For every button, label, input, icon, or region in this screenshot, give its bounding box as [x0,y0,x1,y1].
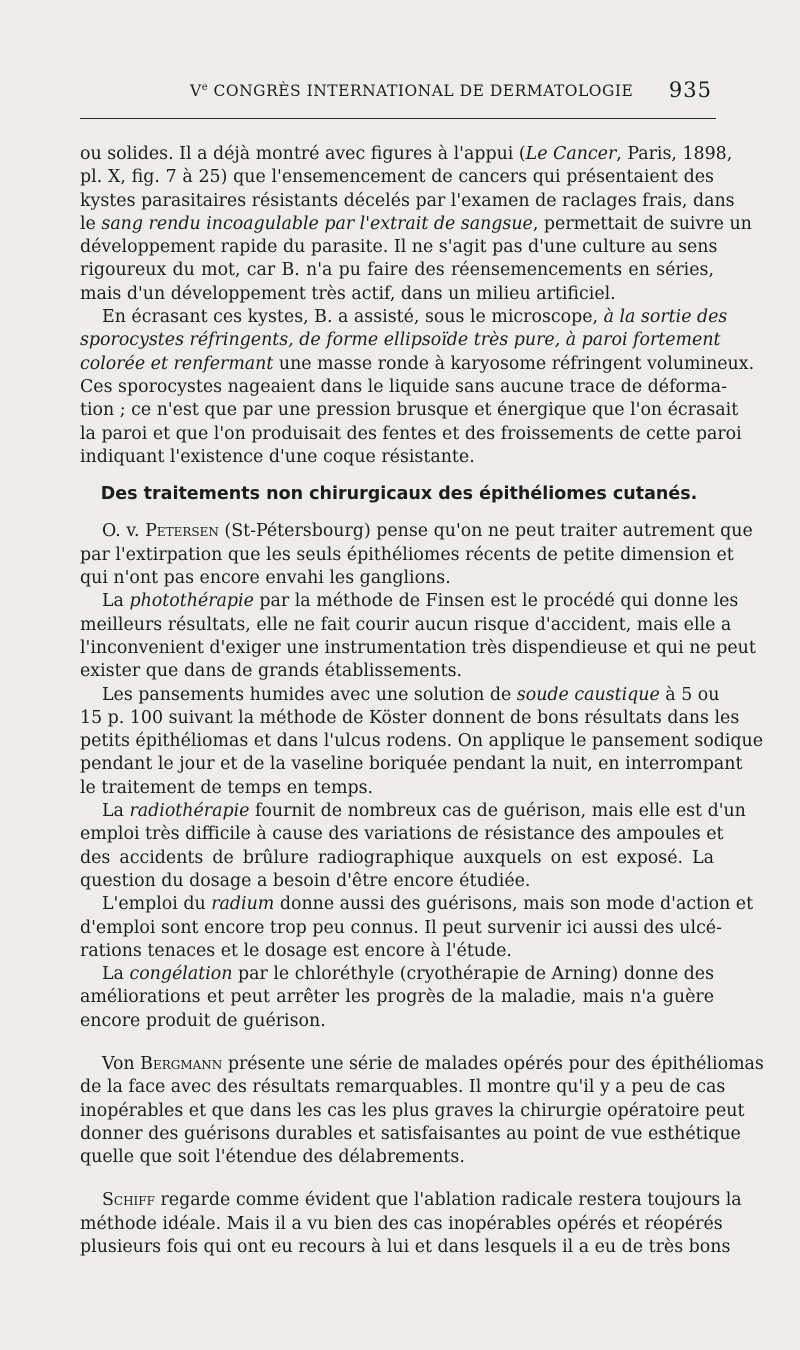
text-line: ou solides. Il a déjà montré avec figures à l'appui (Le Cancer, Paris, 1898, [80,144,733,164]
text-line: par l'extirpation que les seuls épithéliomes récents de petite dimension et [80,544,734,565]
text-line: La photothérapie par la méthode de Finsen est le procédé qui donne les [102,591,739,612]
text-line: de la face avec des résultats remarquables. Il montre qu'il y a peu de cas [80,1077,726,1098]
text-line: donner des guérisons durables et satisfaisantes au point de vue esthétique [80,1123,741,1144]
text-line: La congélation par le chloréthyle (cryothérapie de Arning) donne des [102,964,715,985]
paragraph [80,306,755,469]
text-line: le traitement de temps en temps. [80,777,374,798]
text-line: Les pansements humides avec une solution de soude caustique à 5 ou [102,684,720,705]
paragraph [80,893,754,963]
text-line: développement rapide du parasite. Il ne s'agit pas d'une culture au sens [80,237,718,258]
author-name: Petersen [145,521,219,542]
text-line: tion ; ce n'est que par une pression brusque et énergique que l'on écrasait [80,400,739,421]
text-line: le sang rendu incoagulable par l'extrait de sangsue, permettait de suivre un [80,213,752,234]
header-title-sup: e [201,82,209,93]
text-line: quelle que soit l'étendue des délabrements. [80,1147,465,1168]
text-line: sporocystes réfringents, de forme ellipsoïde très pure, à paroi fortement [80,330,721,351]
text-line: des accidents de brûlure radiographique auxquels on est exposé. La [80,847,714,868]
running-header [80,76,714,106]
paragraph [80,800,746,893]
text-line: indiquant l'existence d'une coque résistante. [80,446,475,467]
header-title-roman: V [190,82,202,101]
text-line: kystes parasitaires résistants décelés par l'examen de raclages frais, dans [80,190,735,211]
paragraph [80,143,752,306]
text-line: exister que dans de grands établissements. [80,661,463,682]
author-name: Bergmann [140,1053,223,1074]
text-line: plusieurs fois qui ont eu recours à lui et dans lesquels il a eu de très bons [80,1237,731,1258]
text-line: méthode idéale. Mais il a vu bien des cas inopérables opérés et réopérés [80,1213,723,1234]
text-line: qui n'ont pas encore envahi les ganglions. [80,568,451,589]
header-title [190,82,633,100]
text-line: meilleurs résultats, elle ne fait courir aucun risque d'accident, mais elle a [80,614,732,635]
text-line: rations tenaces et le dosage est encore à l'étude. [80,940,512,961]
text-line: encore produit de guérison. [80,1010,326,1031]
author-name: Schiff [102,1190,155,1211]
text-line: En écrasant ces kystes, B. a assisté, sous le microscope, à la sortie des [102,307,728,328]
text-line: pendant le jour et de la vaseline boriquée pendant la nuit, en interrompant [80,754,743,775]
text-line: la paroi et que l'on produisait des fentes et des froissements de cette paroi [80,423,742,444]
text-line: l'inconvenient d'exiger une instrumentation très dispendieuse et qui ne peut [80,637,756,658]
text-line: emploi très difficile à cause des variations de résistance des ampoules et [80,824,724,845]
paragraph [80,963,714,1033]
section-heading: Des traitements non chirurgicaux des épithéliomes cutanés. [100,484,698,505]
text-line: pl. X, fig. 7 à 25) que l'ensemencement de cancers qui présentaient des [80,167,714,188]
text-line: L'emploi du radium donne aussi des guérisons, mais son mode d'action et [102,894,754,915]
paragraph [80,1053,764,1169]
text-line: La radiothérapie fournit de nombreux cas de guérison, mais elle est d'un [102,801,746,822]
paragraph-gap [80,1169,714,1189]
text-line: question du dosage a besoin d'être encore étudiée. [80,870,531,891]
text-line: petits épithéliomas et dans l'ulcus rodens. On applique le pansement sodique [80,731,764,752]
paragraph [80,520,753,590]
text-line: d'emploi sont encore trop peu connus. Il peut survenir ici aussi des ulcé- [80,917,722,938]
header-title-text: CONGRÈS INTERNATIONAL DE DERMATOLOGIE [208,82,634,101]
text-line: mais d'un développement très actif, dans un milieu artificiel. [80,283,616,304]
text-line: Schiff regarde comme évident que l'ablation radicale restera toujours la [102,1190,742,1211]
text-line: rigoureux du mot, car B. n'a pu faire des réensemencements en séries, [80,260,714,281]
header-rule [80,118,716,119]
paragraph [80,1189,742,1259]
paragraph [80,684,764,800]
paragraph-gap [80,1033,714,1053]
page-number: 935 [668,78,712,102]
text-line: améliorations et peut arrêter les progrès de la maladie, mais n'a guère [80,987,714,1008]
text-line: Von Bergmann présente une série de malades opérés pour des épithéliomas [102,1053,764,1074]
text-line: Ces sporocystes nageaient dans le liquide sans aucune trace de déforma- [80,376,728,397]
text-line: inopérables et que dans les cas les plus graves la chirurgie opératoire peut [80,1100,745,1121]
text-line: colorée et renfermant une masse ronde à karyosome réfringent volumineux. [80,353,755,374]
text-line: 15 p. 100 suivant la méthode de Köster donnent de bons résultats dans les [80,707,740,728]
text-line: O. v. Petersen (St-Pétersbourg) pense qu'on ne peut traiter autrement que [102,521,753,542]
page-body [80,143,764,1259]
paragraph [80,590,756,683]
